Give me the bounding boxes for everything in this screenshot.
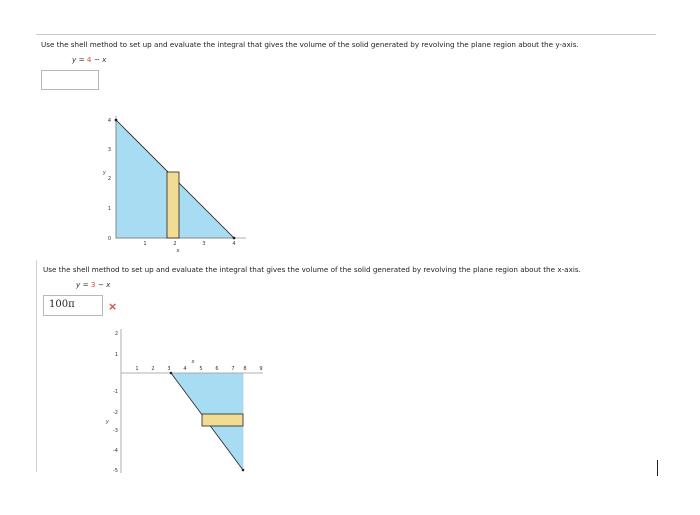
- problem-1-answer-input[interactable]: [41, 70, 99, 90]
- y-tick-2: 2: [114, 331, 118, 337]
- representative-rectangle: [202, 414, 243, 426]
- problem-1-equation: [72, 55, 106, 64]
- equation-x: x: [102, 55, 107, 64]
- equation-const: 4: [86, 55, 92, 64]
- text-cursor: [657, 460, 658, 476]
- x-tick-6: 6: [215, 366, 219, 372]
- x-tick-5: 5: [199, 366, 203, 372]
- x-tick-1: 1: [143, 241, 147, 247]
- y-tick-neg2: -2: [113, 410, 118, 416]
- endpoint-bottom: [242, 469, 245, 472]
- x-tick-1: 1: [135, 366, 139, 372]
- endpoint-left: [170, 372, 173, 375]
- y-tick-neg3: -3: [113, 428, 118, 434]
- equation-y: y: [76, 280, 81, 289]
- x-tick-4: 4: [183, 366, 187, 372]
- y-axis-label: y: [106, 419, 109, 425]
- equation-const: 3: [90, 280, 96, 289]
- equation-op: −: [93, 55, 100, 64]
- x-tick-4: 4: [232, 241, 236, 247]
- y-tick-2: 2: [107, 176, 111, 182]
- x-tick-3: 3: [167, 366, 171, 372]
- x-tick-2: 2: [151, 366, 155, 372]
- x-tick-7: 7: [231, 366, 235, 372]
- y-tick-1: 1: [114, 352, 118, 358]
- problem-1-question: Use the shell method to set up and evaluate the integral that gives the volume of the solid generated by revolving the plane region about the y-axis.: [41, 40, 579, 49]
- x-tick-3: 3: [202, 241, 206, 247]
- equation-op: −: [97, 280, 104, 289]
- equation-eq: =: [78, 55, 85, 64]
- problem-2-equation: [76, 280, 110, 289]
- incorrect-mark-icon: ×: [108, 300, 118, 313]
- problem-2-graph: [105, 325, 270, 475]
- equation-x: x: [106, 280, 111, 289]
- left-border: [36, 260, 37, 472]
- problem-1-graph: [90, 110, 260, 255]
- y-tick-neg1: -1: [113, 389, 118, 395]
- y-tick-neg4: -4: [113, 448, 118, 454]
- x-tick-2: 2: [173, 241, 177, 247]
- y-tick-0: 0: [107, 236, 111, 242]
- x-axis-label: x: [176, 248, 180, 254]
- problem-2-question: Use the shell method to set up and evaluate the integral that gives the volume of the solid generated by revolving the plane region about the x-axis.: [43, 265, 581, 274]
- endpoint-top: [115, 119, 118, 122]
- y-axis-label: y: [103, 170, 106, 176]
- top-divider: [36, 34, 656, 35]
- equation-y: y: [72, 55, 77, 64]
- x-tick-9: 9: [259, 366, 263, 372]
- y-tick-1: 1: [107, 206, 111, 212]
- y-tick-neg5: -5: [113, 468, 118, 474]
- x-tick-8: 8: [243, 366, 247, 372]
- y-tick-3: 3: [107, 147, 111, 153]
- endpoint-right: [233, 237, 236, 240]
- equation-eq: =: [82, 280, 89, 289]
- y-tick-4: 4: [107, 118, 111, 124]
- representative-rectangle: [167, 172, 179, 238]
- problem-2-answer-input[interactable]: 100π: [43, 295, 103, 316]
- x-axis-label: x: [191, 359, 195, 365]
